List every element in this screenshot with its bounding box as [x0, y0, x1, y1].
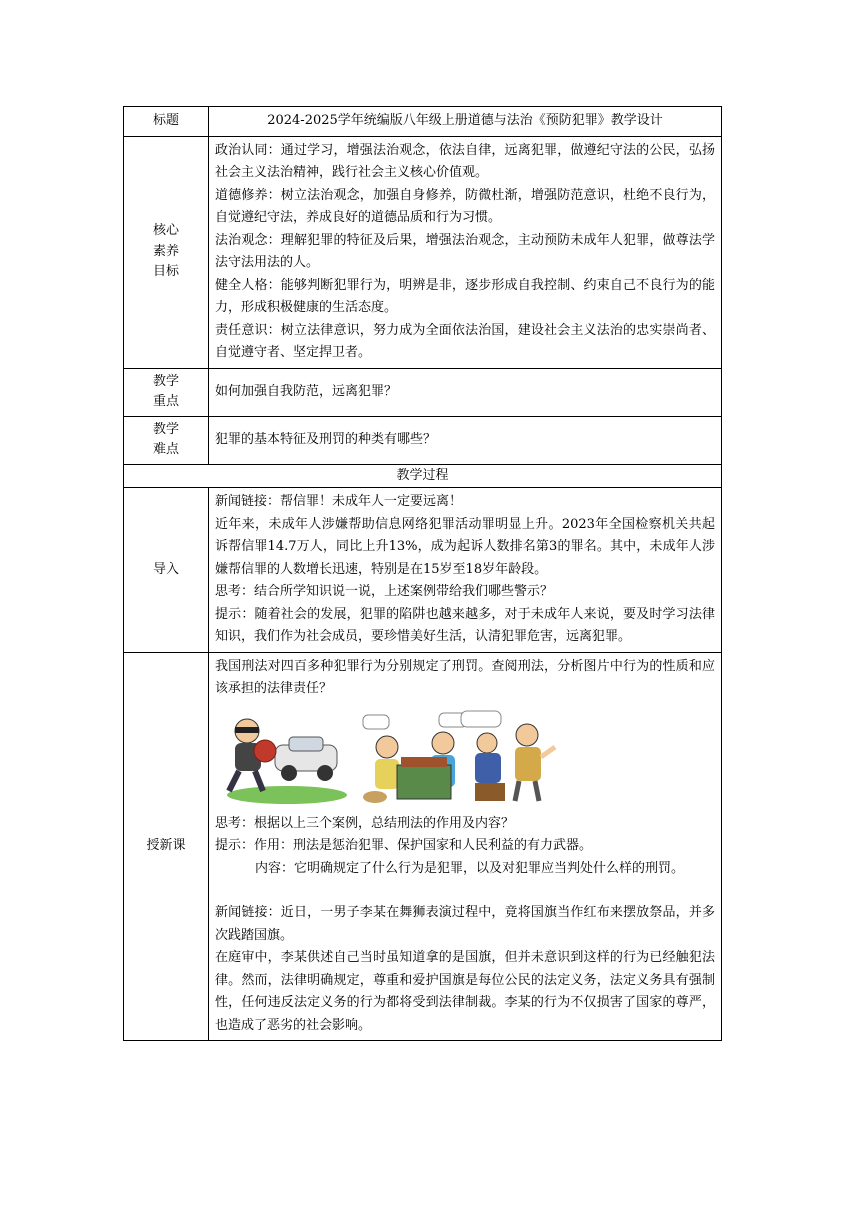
spacer — [215, 880, 715, 902]
difficulty-label-line: 难点 — [152, 442, 179, 457]
new-lesson-paragraph: 内容：它明确规定了什么行为是犯罪，以及对犯罪应当判处什么样的刑罚。 — [255, 860, 685, 876]
title-label: 标题 — [124, 107, 209, 137]
lesson-plan-table — [123, 106, 722, 1041]
new-lesson-label: 授新课 — [124, 652, 209, 1041]
page-title: 2024-2025学年统编版八年级上册道德与法治《预防犯罪》教学设计 — [209, 107, 722, 137]
intro-paragraph: 提示：随着社会的发展，犯罪的陷阱也越来越多，对于未成年人来说，要及时学习法律知识，我们作为社会成员，要珍惜美好生活，认清犯罪危害，远离犯罪。 — [215, 606, 715, 644]
core-label-line: 目标 — [152, 264, 179, 280]
core-label — [124, 136, 209, 368]
core-content — [209, 136, 722, 368]
new-lesson-paragraph: 在庭审中，李某供述自己当时虽知道拿的是国旗，但并未意识到这样的行为已经触犯法律。然而，法律明确规定，尊重和爱护国旗是每位公民的法定义务，法定义务具有强制性，任何违反法定义务的行为都将受到法律制裁。李某的行为不仅损害了国家的尊严，也造成了恶劣的社会影响。 — [215, 950, 715, 1033]
new-lesson-paragraph: 思考：根据以上三个案例，总结刑法的作用及内容？ — [215, 815, 515, 831]
core-paragraph: 政治认同：通过学习，增强法治观念，依法自律，远离犯罪，做遵纪守法的公民，弘扬社会主义法治精神，践行社会主义核心价值观。 — [215, 142, 715, 180]
intro-paragraph: 近年来，未成年人涉嫌帮助信息网络犯罪活动罪明显上升。2023年全国检察机关共起诉帮信罪14.7万人，同比上升13%，成为起诉人数排名第3的罪名。其中，未成年人涉嫌帮信罪的人数增长迅速，特别是在15岁至18岁年龄段。 — [215, 516, 715, 577]
new-lesson-content — [209, 652, 722, 1041]
core-paragraph: 法治观念：理解犯罪的特征及后果，增强法治观念，主动预防未成年人犯罪，做尊法学法守法用法的人。 — [215, 232, 715, 270]
elderly-dispute-illustration — [457, 707, 567, 807]
case-illustrations — [215, 707, 715, 807]
key-point-label — [124, 368, 209, 416]
core-label-line: 核心 — [152, 223, 179, 239]
core-paragraph: 道德修养：树立法治观念，加强自身修养，防微杜渐，增强防范意识，杜绝不良行为，自觉遵纪守法，养成良好的道德品质和行为习惯。 — [215, 187, 715, 225]
thief-car-illustration — [217, 707, 347, 807]
core-paragraph: 健全人格：能够判断犯罪行为，明辨是非，逐步形成自我控制、约束自己不良行为的能力，形成积极健康的生活态度。 — [215, 277, 715, 315]
difficulty-text: 犯罪的基本特征及刑罚的种类有哪些？ — [209, 416, 722, 464]
key-point-label-line: 教学 — [152, 373, 179, 389]
new-lesson-paragraph: 我国刑法对四百多种犯罪行为分别规定了刑罚。查阅刑法，分析图片中行为的性质和应该承担的法律责任？ — [215, 658, 715, 696]
intro-content — [209, 488, 722, 653]
core-paragraph: 责任意识：树立法律意识，努力成为全面依法治国，建设社会主义法治的忠实崇尚者、自觉遵守者、坚定捍卫者。 — [215, 322, 715, 360]
intro-paragraph: 思考：结合所学知识说一说，上述案例带给我们哪些警示？ — [215, 584, 554, 599]
key-point-text: 如何加强自我防范，远离犯罪？ — [209, 368, 722, 416]
new-lesson-paragraph: 新闻链接：近日，一男子李某在舞狮表演过程中，竟将国旗当作红布来摆放祭品，并多次践踏国旗。 — [215, 905, 715, 943]
core-label-line: 素养 — [152, 243, 179, 259]
difficulty-label-line: 教学 — [152, 421, 179, 437]
process-header: 教学过程 — [124, 464, 722, 488]
intro-label: 导入 — [124, 488, 209, 653]
new-lesson-paragraph: 提示：作用：刑法是惩治犯罪、保护国家和人民利益的有力武器。 — [215, 838, 593, 853]
intro-paragraph: 新闻链接：帮信罪！未成年人一定要远离！ — [215, 494, 463, 509]
key-point-label-line: 重点 — [152, 394, 179, 409]
difficulty-label — [124, 416, 209, 464]
